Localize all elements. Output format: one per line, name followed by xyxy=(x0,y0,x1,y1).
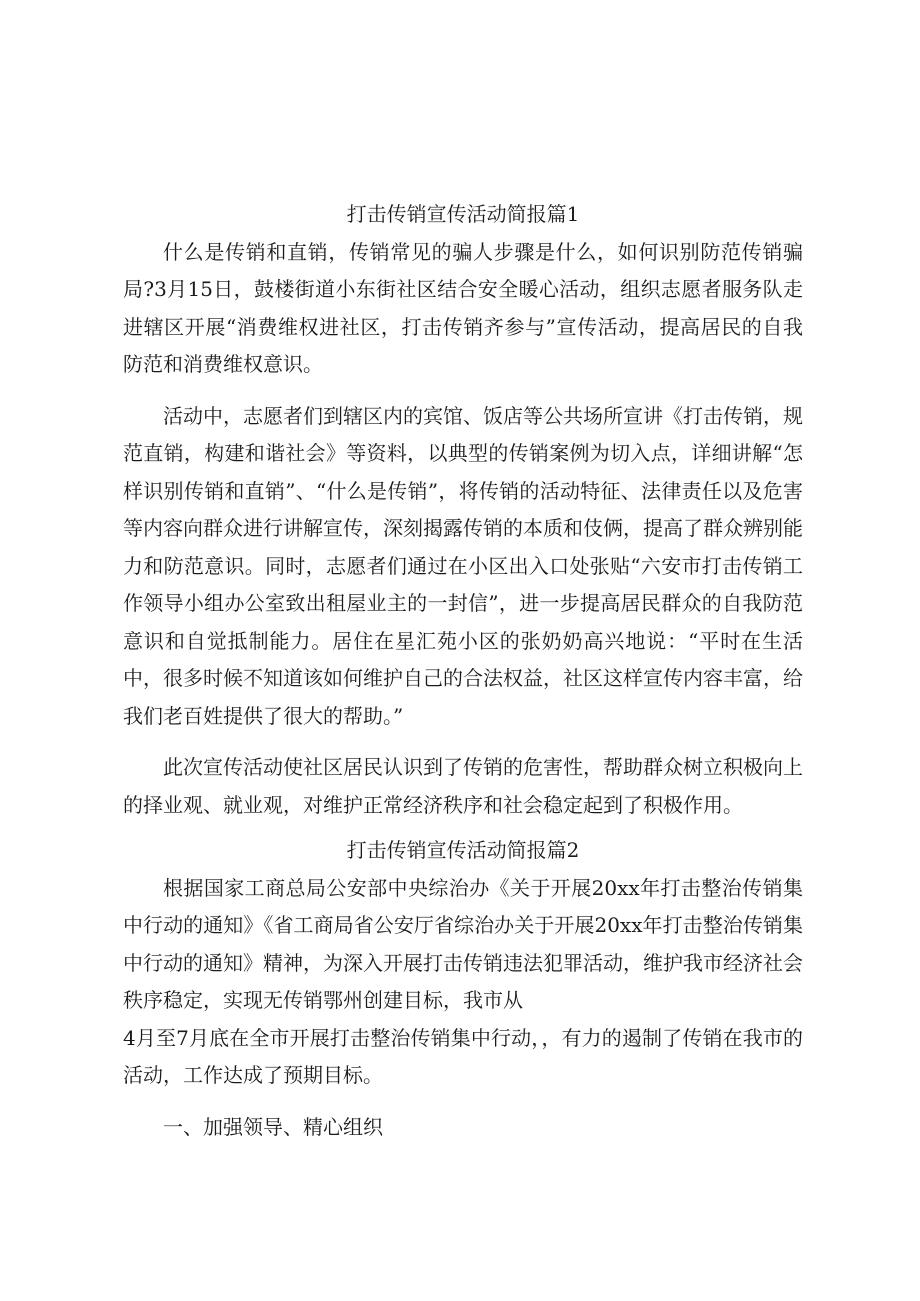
article-1-title: 打击传销宣传活动简报篇1 xyxy=(346,202,580,226)
document-body xyxy=(123,196,803,1146)
article-2-paragraph-2: 4月至7月底在全市开展打击整治传销集中行动，，有力的遏制了传销在我市的活动，工作达成了预期目标。 xyxy=(123,1025,803,1087)
article-1-paragraph-2: 活动中，志愿者们到辖区内的宾馆、饭店等公共场所宣讲《打击传销，规范直销，构建和谐社会》等资料，以典型的传销案例为切入点，详细讲解“怎样识别传销和直销”、“什么是传销”，将传销的活动特征、法律责任以及危害等内容向群众进行讲解宣传，深刻揭露传销的本质和伎俩，提高了群众辨别能力和防范意识。同时，志愿者们通过在小区出入口处张贴“六安市打击传销工作领导小组办公室致出租屋业主的一封信”，进一步提高居民群众的自我防范意识和自觉抵制能力。居住在星汇苑小区的张奶奶高兴地说：“平时在生活中，很多时候不知道该如何维护自己的合法权益，社区这样宣传内容丰富，给我们老百姓提供了很大的帮助。” xyxy=(123,403,803,728)
article-1-paragraph-3: 此次宣传活动使社区居民认识到了传销的危害性，帮助群众树立积极向上的择业观、就业观，对维护正常经济秩序和社会稳定起到了积极作用。 xyxy=(123,755,803,817)
article-2-paragraph-1: 根据国家工商总局公安部中央综治办《关于开展20xx年打击整治传销集中行动的通知》《省工商局省公安厅省综治办关于开展20xx年打击整治传销集中行动的通知》精神，为深入开展打击传销违法犯罪活动，维护我市经济社会秩序稳定，实现无传销鄂州创建目标，我市从 xyxy=(123,875,803,1012)
article-2-title: 打击传销宣传活动简报篇2 xyxy=(346,838,580,862)
article-2-section-heading: 一、加强领导、精心组织 xyxy=(163,1114,383,1139)
article-1-paragraph-1: 什么是传销和直销，传销常见的骗人步骤是什么，如何识别防范传销骗局?3月15日，鼓楼街道小东街社区结合安全暖心活动，组织志愿者服务队走进辖区开展“消费维权进社区，打击传销齐参与”宣传活动，提高居民的自我防范和消费维权意识。 xyxy=(123,239,803,376)
